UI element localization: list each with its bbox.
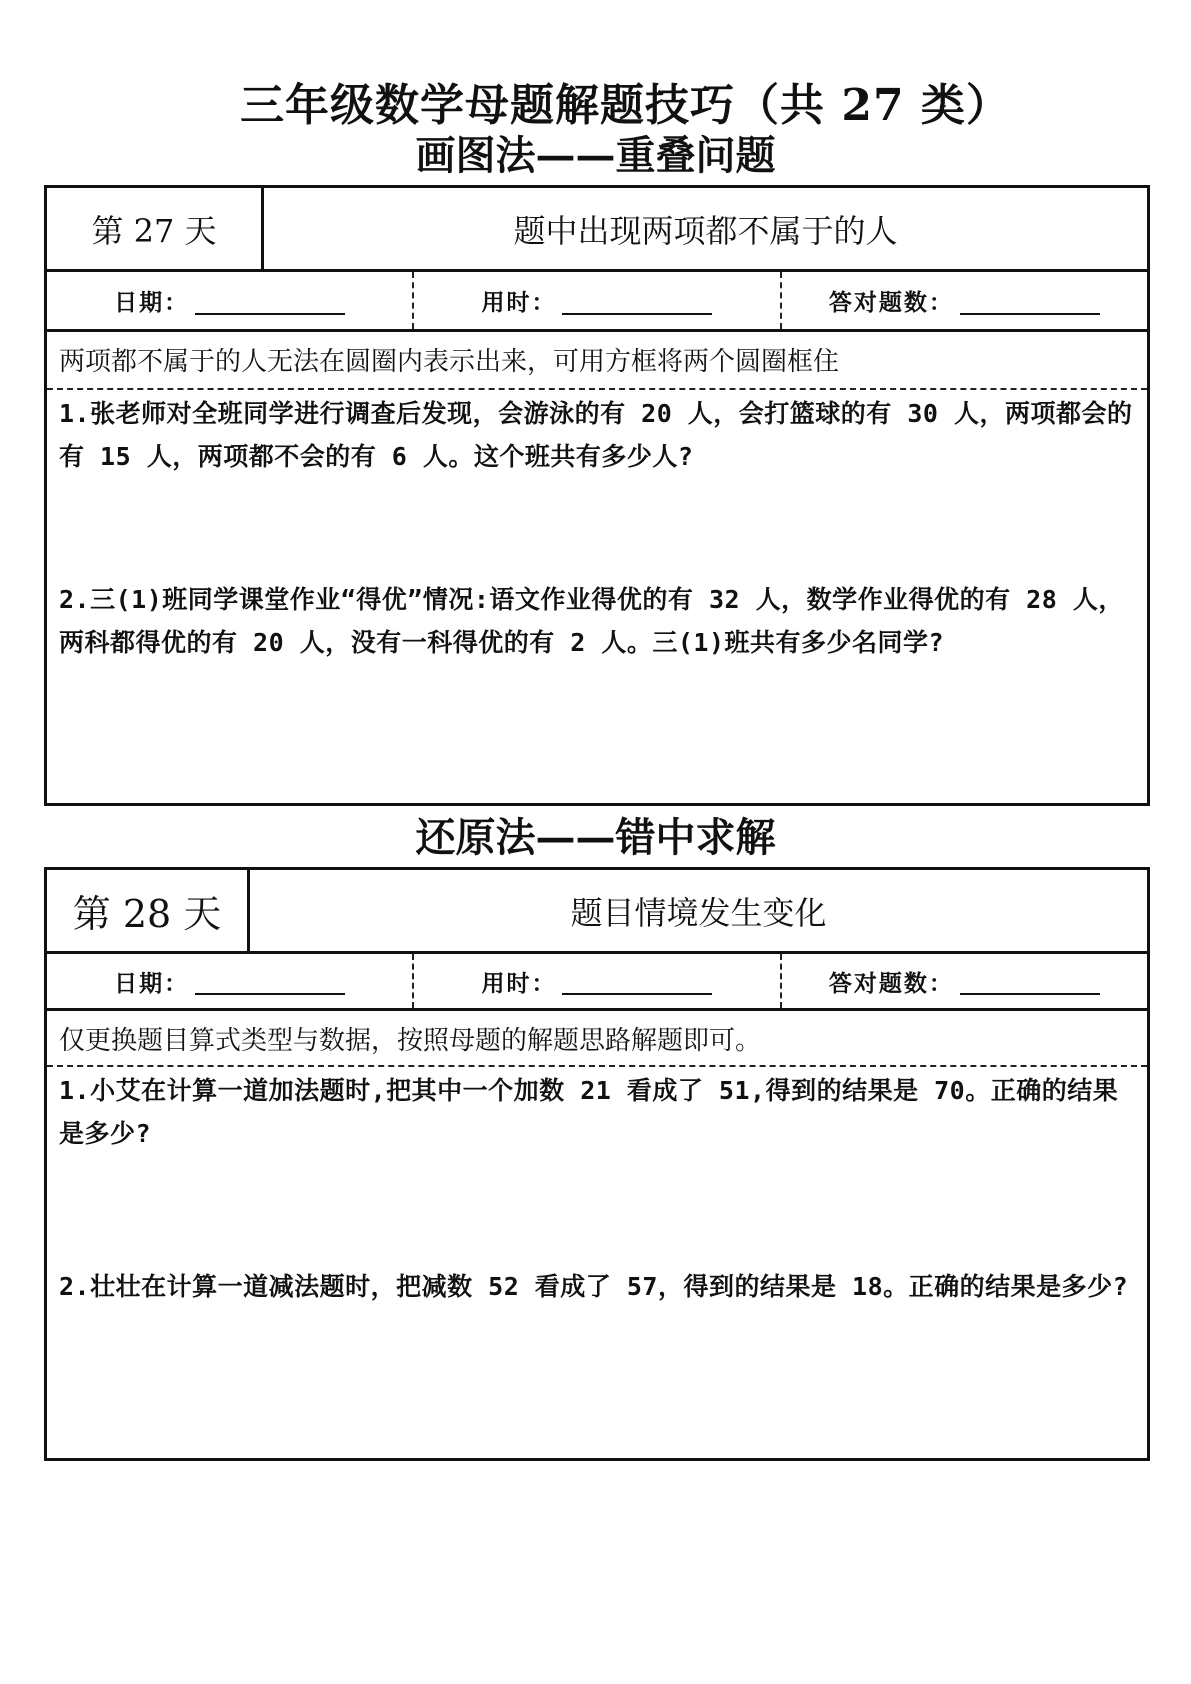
- question-2: 2.三(1)班同学课堂作业“得优”情况:语文作业得优的有 32 人，数学作业得优的有 28 人，两科都得优的有 20 人，没有一科得优的有 2 人。三(1)班共有多少名同学?: [59, 585, 1124, 657]
- day-label: 第 27 天: [47, 188, 264, 269]
- card-header-row: [47, 870, 1147, 954]
- score-field[interactable]: [780, 954, 1147, 1008]
- date-field[interactable]: [47, 954, 412, 1008]
- tip-text: 仅更换题目算式类型与数据，按照母题的解题思路解题即可。: [47, 1011, 1147, 1067]
- worksheet-card-day27: [44, 185, 1150, 806]
- section-title-restore: 还原法——错中求解: [415, 814, 776, 861]
- time-label: 用时：: [481, 290, 557, 316]
- page-title: 三年级数学母题解题技巧（共 27 类）: [240, 80, 1011, 131]
- score-label: 答对题数：: [828, 970, 954, 997]
- worksheet-card-day28: [44, 867, 1150, 1461]
- date-label: 日期：: [114, 290, 190, 316]
- meta-row: [47, 272, 1147, 332]
- time-field[interactable]: [412, 272, 779, 329]
- score-label: 答对题数：: [828, 290, 954, 316]
- time-field[interactable]: [412, 954, 779, 1008]
- meta-row: [47, 954, 1147, 1011]
- score-blank[interactable]: [960, 967, 1100, 995]
- topic-label: 题中出现两项都不属于的人: [513, 211, 898, 250]
- time-label: 用时：: [481, 970, 557, 997]
- time-blank[interactable]: [562, 287, 712, 315]
- tip-text: 两项都不属于的人无法在圆圈内表示出来，可用方框将两个圆圈框住: [47, 332, 1147, 390]
- day-label: 第 28 天: [47, 870, 250, 951]
- date-blank[interactable]: [195, 967, 345, 995]
- date-blank[interactable]: [195, 287, 345, 315]
- question-2: 2.壮壮在计算一道减法题时，把减数 52 看成了 57，得到的结果是 18。正确的结果是多少?: [59, 1272, 1129, 1301]
- date-field[interactable]: [47, 272, 412, 329]
- time-blank[interactable]: [562, 967, 712, 995]
- section-title-overlap: 画图法——重叠问题: [415, 132, 776, 179]
- question-1: 1.小艾在计算一道加法题时,把其中一个加数 21 看成了 51,得到的结果是 70。正确的结果是多少?: [59, 1076, 1119, 1148]
- card-header-row: [47, 188, 1147, 272]
- date-label: 日期：: [114, 970, 190, 997]
- topic-label: 题目情境发生变化: [570, 893, 827, 932]
- score-blank[interactable]: [960, 287, 1100, 315]
- question-1: 1.张老师对全班同学进行调查后发现，会游泳的有 20 人，会打篮球的有 30 人，两项都会的有 15 人，两项都不会的有 6 人。这个班共有多少人?: [59, 399, 1133, 471]
- score-field[interactable]: [780, 272, 1147, 329]
